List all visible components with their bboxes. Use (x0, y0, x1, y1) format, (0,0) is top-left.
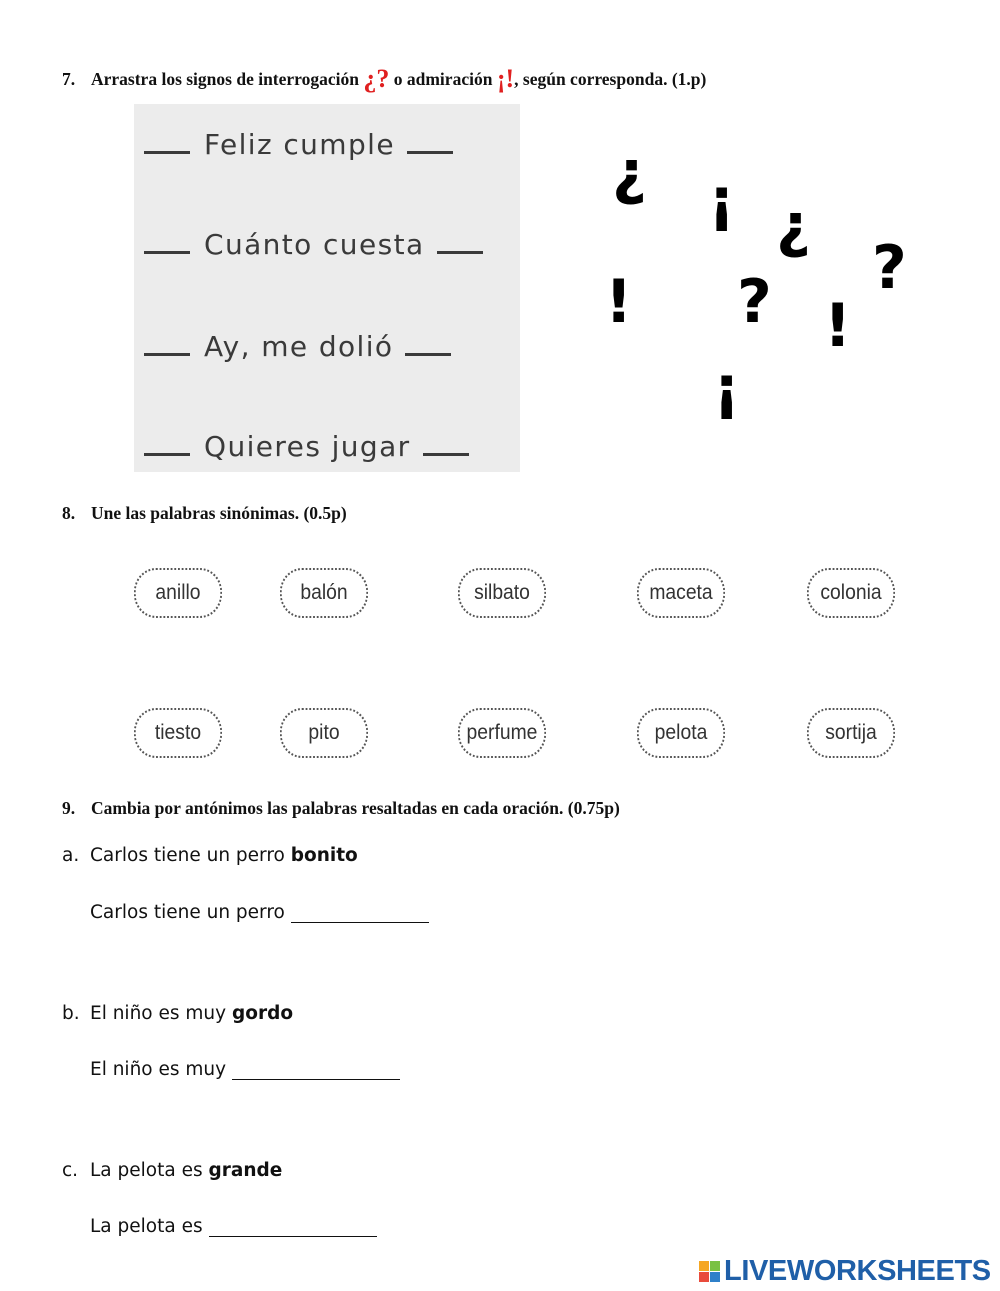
word-chip[interactable]: maceta (637, 568, 725, 618)
answer-prefix: Carlos tiene un perro (90, 902, 285, 923)
item-text: El niño es muy (90, 1003, 227, 1024)
question-number: 9. (62, 798, 76, 818)
answer-input[interactable] (291, 904, 429, 923)
draggable-exclamation-mark[interactable]: ! (824, 291, 852, 361)
blank-drop-target[interactable] (144, 431, 190, 456)
sentence-text: Cuánto cuesta (204, 228, 425, 261)
sentence-row (144, 228, 483, 261)
draggable-question-mark[interactable]: ? (872, 233, 907, 303)
exclamation-mark-symbols: ¡! (496, 64, 515, 93)
sentence-item-c (62, 1160, 282, 1181)
word-chip[interactable]: pelota (637, 708, 725, 758)
word-chip[interactable]: perfume (458, 708, 546, 758)
sentence-text: Feliz cumple (204, 128, 395, 161)
word-chip[interactable]: tiesto (134, 708, 222, 758)
draggable-inverted-question-mark[interactable]: ¿ (776, 191, 811, 261)
item-label: a. (62, 845, 80, 866)
blank-drop-target[interactable] (144, 229, 190, 254)
sentence-row (144, 430, 469, 463)
question-number: 7. (62, 69, 76, 89)
word-chip[interactable]: sortija (807, 708, 895, 758)
q8-title-text: Une las palabras sinónimas. (0.5p) (91, 503, 347, 523)
blank-drop-target[interactable] (144, 331, 190, 356)
answer-line-b (90, 1059, 400, 1080)
liveworksheets-logo (699, 1256, 991, 1286)
item-label: c. (62, 1160, 79, 1181)
logo-text: LIVEWORKSHEETS (724, 1254, 991, 1287)
answer-input[interactable] (232, 1061, 400, 1080)
draggable-inverted-exclamation-mark[interactable]: ¡ (713, 353, 741, 423)
sentence-item-a (62, 845, 358, 866)
q7-text-after: , según corresponda. (1.p) (514, 69, 707, 89)
highlighted-word: grande (208, 1160, 283, 1181)
word-chip[interactable]: colonia (807, 568, 895, 618)
logo-grid-icon (699, 1261, 720, 1282)
question-8-title (62, 503, 347, 524)
answer-input[interactable] (209, 1218, 377, 1237)
item-label: b. (62, 1003, 80, 1024)
question-9-title (62, 798, 620, 819)
draggable-exclamation-mark[interactable]: ! (605, 267, 633, 337)
question-number: 8. (62, 503, 76, 523)
sentence-item-b (62, 1003, 293, 1024)
question-mark-symbols: ¿? (363, 64, 390, 93)
draggable-inverted-exclamation-mark[interactable]: ¡ (708, 165, 736, 235)
blank-drop-target[interactable] (407, 129, 453, 154)
q7-text-middle: o admiración (393, 69, 493, 89)
blank-drop-target[interactable] (437, 229, 483, 254)
draggable-inverted-question-mark[interactable]: ¿ (612, 138, 647, 208)
word-chip[interactable]: silbato (458, 568, 546, 618)
answer-line-a (90, 902, 429, 923)
sentence-text: Quieres jugar (204, 430, 411, 463)
item-text: La pelota es (90, 1160, 203, 1181)
answer-line-c (90, 1216, 377, 1237)
highlighted-word: bonito (290, 845, 358, 866)
item-text: Carlos tiene un perro (90, 845, 285, 866)
draggable-question-mark[interactable]: ? (737, 267, 772, 337)
highlighted-word: gordo (232, 1003, 294, 1024)
word-chip[interactable]: anillo (134, 568, 222, 618)
sentence-row (144, 128, 453, 161)
q9-title-text: Cambia por antónimos las palabras resaltadas en cada oración. (0.75p) (91, 798, 620, 818)
sentence-row (144, 330, 451, 363)
question-7-title (62, 64, 706, 94)
sentences-image (134, 104, 520, 472)
blank-drop-target[interactable] (405, 331, 451, 356)
word-chip[interactable]: pito (280, 708, 368, 758)
blank-drop-target[interactable] (423, 431, 469, 456)
answer-prefix: El niño es muy (90, 1059, 227, 1080)
answer-prefix: La pelota es (90, 1216, 203, 1237)
word-chip[interactable]: balón (280, 568, 368, 618)
q7-text-before: Arrastra los signos de interrogación (91, 69, 359, 89)
blank-drop-target[interactable] (144, 129, 190, 154)
sentence-text: Ay, me dolió (204, 330, 394, 363)
